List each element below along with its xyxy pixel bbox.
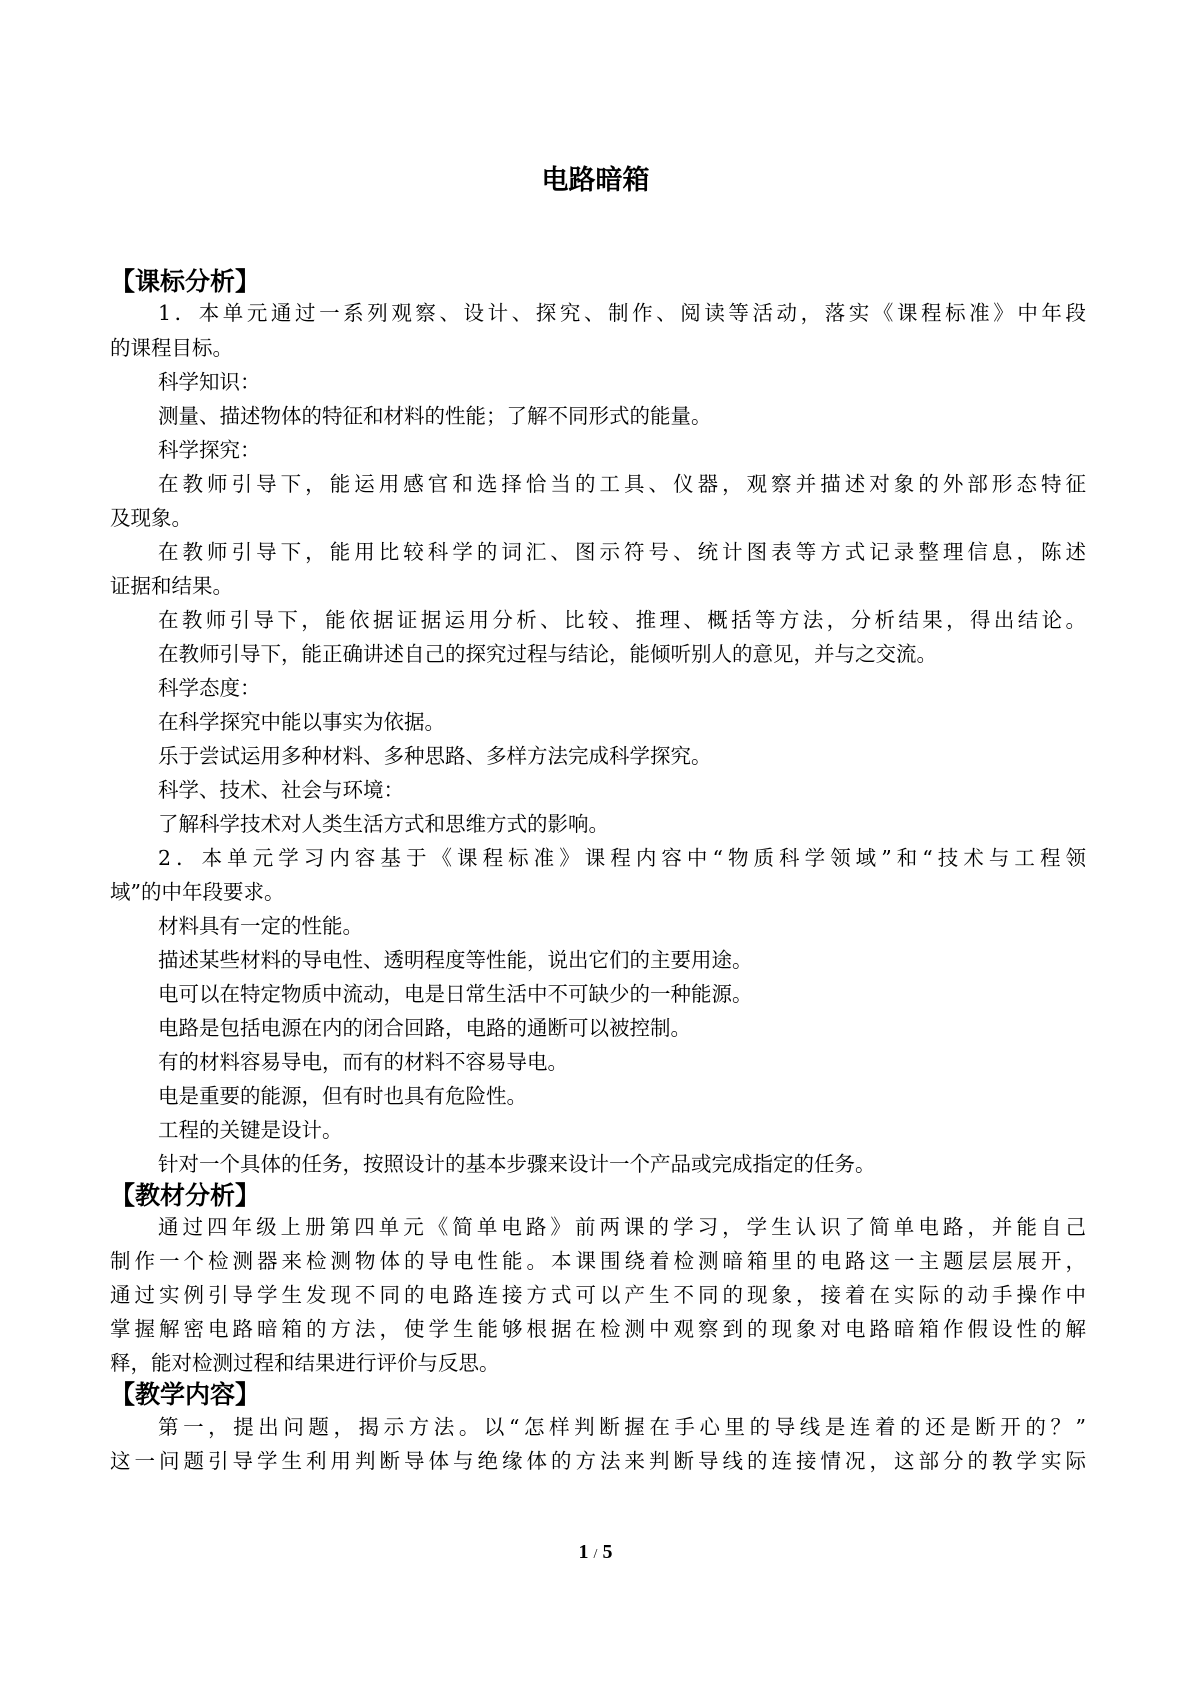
page-current: 1 [578, 1541, 589, 1563]
paragraph-line: 了解科学技术对人类生活方式和思维方式的影响。 [158, 812, 609, 836]
section-heading-jiaocai: 【教材分析】 [110, 1181, 261, 1210]
paragraph-line: 科学、技术、社会与环境： [158, 778, 404, 802]
paragraph-line: 测量、描述物体的特征和材料的性能；了解不同形式的能量。 [158, 404, 712, 428]
paragraph-line: 释，能对检测过程和结果进行评价与反思。 [110, 1351, 500, 1375]
paragraph-line: 这一问题引导学生利用判断导体与绝缘体的方法来判断导线的连接情况，这部分的教学实际 [110, 1449, 1086, 1473]
paragraph-line: 制作一个检测器来检测物体的导电性能。本课围绕着检测暗箱里的电路这一主题层层展开， [110, 1249, 1086, 1273]
paragraph-line: 通过实例引导学生发现不同的电路连接方式可以产生不同的现象，接着在实际的动手操作中 [110, 1283, 1086, 1307]
section-heading-kebiao: 【课标分析】 [110, 267, 261, 296]
paragraph-line: 电路是包括电源在内的闭合回路，电路的通断可以被控制。 [158, 1016, 691, 1040]
paragraph-line: 1．本单元通过一系列观察、设计、探究、制作、阅读等活动，落实《课程标准》中年段 [158, 301, 1086, 325]
paragraph-line: 针对一个具体的任务，按照设计的基本步骤来设计一个产品或完成指定的任务。 [158, 1152, 876, 1176]
paragraph-line: 科学探究： [158, 438, 261, 462]
paragraph-line: 在教师引导下，能正确讲述自己的探究过程与结论，能倾听别人的意见，并与之交流。 [158, 642, 937, 666]
paragraph-line: 通过四年级上册第四单元《简单电路》前两课的学习，学生认识了简单电路，并能自己 [158, 1215, 1086, 1239]
paragraph-line: 2．本单元学习内容基于《课程标准》课程内容中“物质科学领域”和“技术与工程领 [158, 846, 1086, 870]
paragraph-line: 工程的关键是设计。 [158, 1118, 343, 1142]
paragraph-line: 的课程目标。 [110, 336, 233, 360]
paragraph-line: 在教师引导下，能用比较科学的词汇、图示符号、统计图表等方式记录整理信息，陈述 [158, 540, 1086, 564]
page-number [0, 1541, 1191, 1564]
paragraph-line: 域”的中年段要求。 [110, 880, 285, 904]
paragraph-line: 第一，提出问题，揭示方法。以“怎样判断握在手心里的导线是连着的还是断开的？” [158, 1415, 1086, 1439]
paragraph-line: 在教师引导下，能依据证据运用分析、比较、推理、概括等方法，分析结果，得出结论。 [158, 608, 1086, 632]
paragraph-line: 掌握解密电路暗箱的方法，使学生能够根据在检测中观察到的现象对电路暗箱作假设性的解 [110, 1317, 1086, 1341]
document-title: 电路暗箱 [541, 165, 650, 196]
page-separator: / [593, 1547, 598, 1562]
paragraph-line: 及现象。 [110, 506, 192, 530]
section-heading-jiaoxue: 【教学内容】 [110, 1380, 261, 1409]
paragraph-line: 电可以在特定物质中流动，电是日常生活中不可缺少的一种能源。 [158, 982, 753, 1006]
page-total: 5 [602, 1541, 613, 1563]
paragraph-line: 乐于尝试运用多种材料、多种思路、多样方法完成科学探究。 [158, 744, 712, 768]
paragraph-line: 电是重要的能源，但有时也具有危险性。 [158, 1084, 527, 1108]
paragraph-line: 描述某些材料的导电性、透明程度等性能，说出它们的主要用途。 [158, 948, 753, 972]
paragraph-line: 在教师引导下，能运用感官和选择恰当的工具、仪器，观察并描述对象的外部形态特征 [158, 472, 1086, 496]
paragraph-line: 科学态度： [158, 676, 261, 700]
paragraph-line: 科学知识： [158, 370, 261, 394]
paragraph-line: 材料具有一定的性能。 [158, 914, 363, 938]
paragraph-line: 有的材料容易导电，而有的材料不容易导电。 [158, 1050, 568, 1074]
paragraph-line: 在科学探究中能以事实为依据。 [158, 710, 445, 734]
paragraph-line: 证据和结果。 [110, 574, 233, 598]
